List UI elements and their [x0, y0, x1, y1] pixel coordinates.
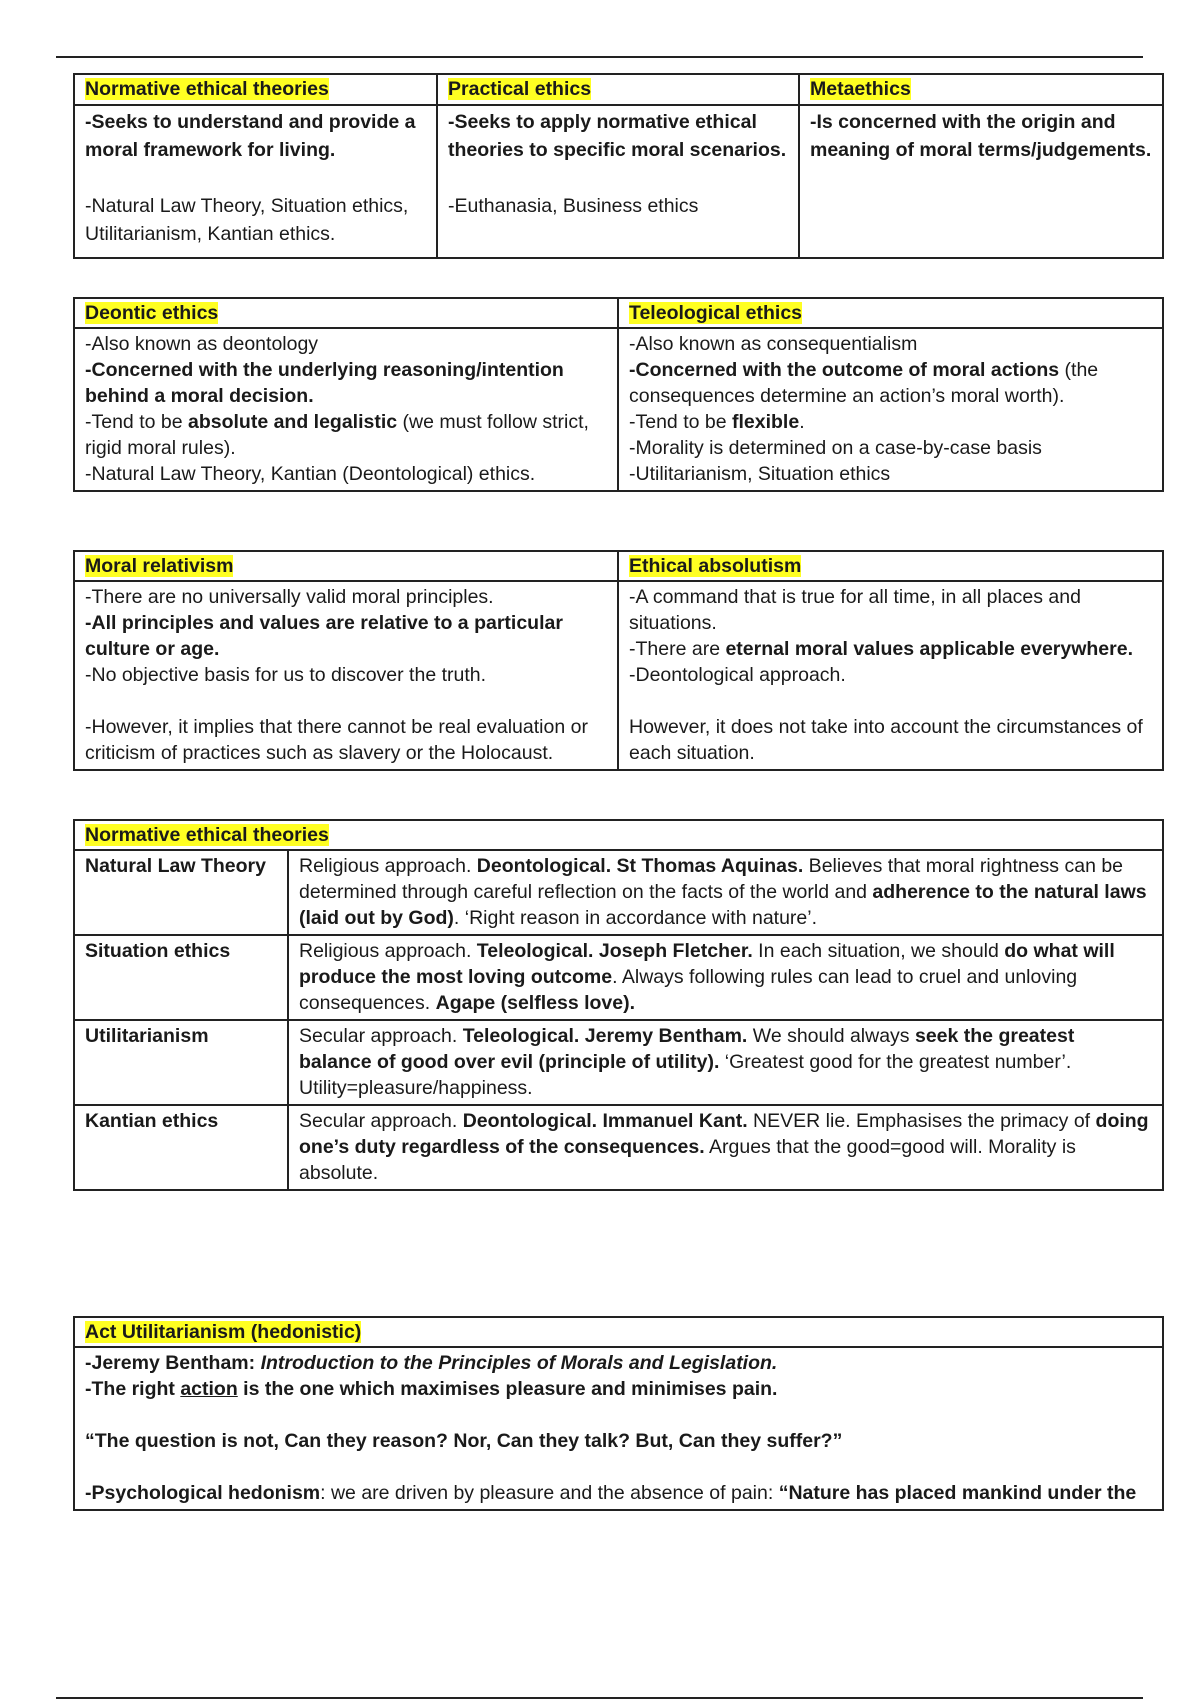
- relativism-line: -However, it implies that there cannot be real evaluation or criticism of practices such as slavery or the Holocaust.: [85, 716, 588, 764]
- teleo-line: -Utilitarianism, Situation ethics: [629, 463, 891, 485]
- meta-desc: -Is concerned with the origin and meaning of moral terms/judgements.: [810, 111, 1152, 161]
- relativism-line: -There are no universally valid moral principles.: [85, 586, 494, 608]
- meta-cell: [799, 105, 1163, 258]
- deontic-line: -Tend to be absolute and legalistic (we must follow strict, rigid moral rules).: [85, 411, 589, 459]
- table-row: [74, 935, 1163, 1020]
- act-util-quote: “The question is not, Can they reason? Nor, Can they talk? But, Can they suffer?”: [85, 1430, 843, 1452]
- normative-cell: [74, 105, 437, 258]
- top-rule: [56, 56, 1143, 58]
- absolutism-line: -There are eternal moral values applicable everywhere.: [629, 638, 1133, 660]
- header-cell: [437, 74, 799, 105]
- act-util-line: -Psychological hedonism: we are driven by pleasure and the absence of pain: “Nature has placed mankind under the: [85, 1482, 1137, 1504]
- header-cell: [74, 551, 618, 581]
- theory-desc: Religious approach. Teleological. Joseph Fletcher. In each situation, we should do what will produce the most loving outcome. Always following rules can lead to cruel and unloving consequences. Agape (selfless love).: [288, 935, 1163, 1020]
- deontic-cell: [74, 328, 618, 491]
- theory-desc: Secular approach. Deontological. Immanuel Kant. NEVER lie. Emphasises the primacy of doing one’s duty regardless of the consequences. Argues that the good=good will. Morality is absolute.: [288, 1105, 1163, 1190]
- practical-desc: -Seeks to apply normative ethical theories to specific moral scenarios.: [448, 111, 787, 161]
- relativism-line: -All principles and values are relative to a particular culture or age.: [85, 612, 563, 660]
- relativism-cell: [74, 581, 618, 770]
- practical-cell: [437, 105, 799, 258]
- theory-desc: Religious approach. Deontological. St Thomas Aquinas. Believes that moral rightness can be determined through careful reflection on the facts of the world and adherence to the natural laws (laid out by God). ‘Right reason in accordance with nature’.: [288, 850, 1163, 935]
- absolutism-line: -Deontological approach.: [629, 664, 846, 686]
- deontic-line: -Concerned with the underlying reasoning/intention behind a moral decision.: [85, 359, 564, 407]
- absolutism-cell: [618, 581, 1163, 770]
- bottom-rule: [56, 1697, 1143, 1699]
- act-util-line: -The right action is the one which maximises pleasure and minimises pain.: [85, 1378, 778, 1400]
- theory-name: Situation ethics: [74, 935, 288, 1020]
- theories-table: [73, 819, 1164, 1191]
- header-practical: Practical ethics: [448, 78, 592, 100]
- deontic-line: -Natural Law Theory, Kantian (Deontological) ethics.: [85, 463, 536, 485]
- relativism-absolutism-table: [73, 550, 1164, 771]
- theory-name: Utilitarianism: [74, 1020, 288, 1105]
- table-row: [74, 1105, 1163, 1190]
- normative-examples: -Natural Law Theory, Situation ethics, Utilitarianism, Kantian ethics.: [85, 195, 409, 245]
- deontic-teleological-table: [73, 297, 1164, 492]
- header-cell: [618, 551, 1163, 581]
- header-cell: [74, 298, 618, 328]
- theory-name: Natural Law Theory: [74, 850, 288, 935]
- act-util-line: -Jeremy Bentham: Introduction to the Principles of Morals and Legislation.: [85, 1352, 778, 1374]
- act-util-cell: [74, 1347, 1163, 1510]
- header-normative: Normative ethical theories: [85, 78, 329, 100]
- table-row: [74, 850, 1163, 935]
- teleo-line: -Concerned with the outcome of moral actions (the consequences determine an action’s moral worth).: [629, 359, 1099, 407]
- teleo-line: -Morality is determined on a case-by-case basis: [629, 437, 1042, 459]
- normative-desc: -Seeks to understand and provide a moral framework for living.: [85, 111, 416, 161]
- theory-desc: Secular approach. Teleological. Jeremy Bentham. We should always seek the greatest balance of good over evil (principle of utility). ‘Greatest good for the greatest number’. Utility=pleasure/happiness.: [288, 1020, 1163, 1105]
- overview-table: [73, 73, 1164, 259]
- header-absolutism: Ethical absolutism: [629, 555, 802, 577]
- header-act-util: Act Utilitarianism (hedonistic): [85, 1321, 362, 1343]
- header-cell: [618, 298, 1163, 328]
- header-cell: [74, 74, 437, 105]
- header-cell: [74, 1317, 1163, 1347]
- header-cell: [799, 74, 1163, 105]
- teleological-cell: [618, 328, 1163, 491]
- header-deontic: Deontic ethics: [85, 302, 219, 324]
- absolutism-line: However, it does not take into account the circumstances of each situation.: [629, 716, 1143, 764]
- act-utilitarianism-table: [73, 1316, 1164, 1511]
- teleo-line: -Also known as consequentialism: [629, 333, 918, 355]
- absolutism-line: -A command that is true for all time, in all places and situations.: [629, 586, 1081, 634]
- teleo-line: -Tend to be flexible.: [629, 411, 805, 433]
- header-cell: [74, 820, 1163, 850]
- header-teleological: Teleological ethics: [629, 302, 803, 324]
- practical-examples: -Euthanasia, Business ethics: [448, 195, 699, 217]
- theory-name: Kantian ethics: [74, 1105, 288, 1190]
- deontic-line: -Also known as deontology: [85, 333, 319, 355]
- header-theories: Normative ethical theories: [85, 824, 329, 846]
- relativism-line: -No objective basis for us to discover the truth.: [85, 664, 487, 686]
- header-relativism: Moral relativism: [85, 555, 234, 577]
- header-metaethics: Metaethics: [810, 78, 911, 100]
- table-row: [74, 1020, 1163, 1105]
